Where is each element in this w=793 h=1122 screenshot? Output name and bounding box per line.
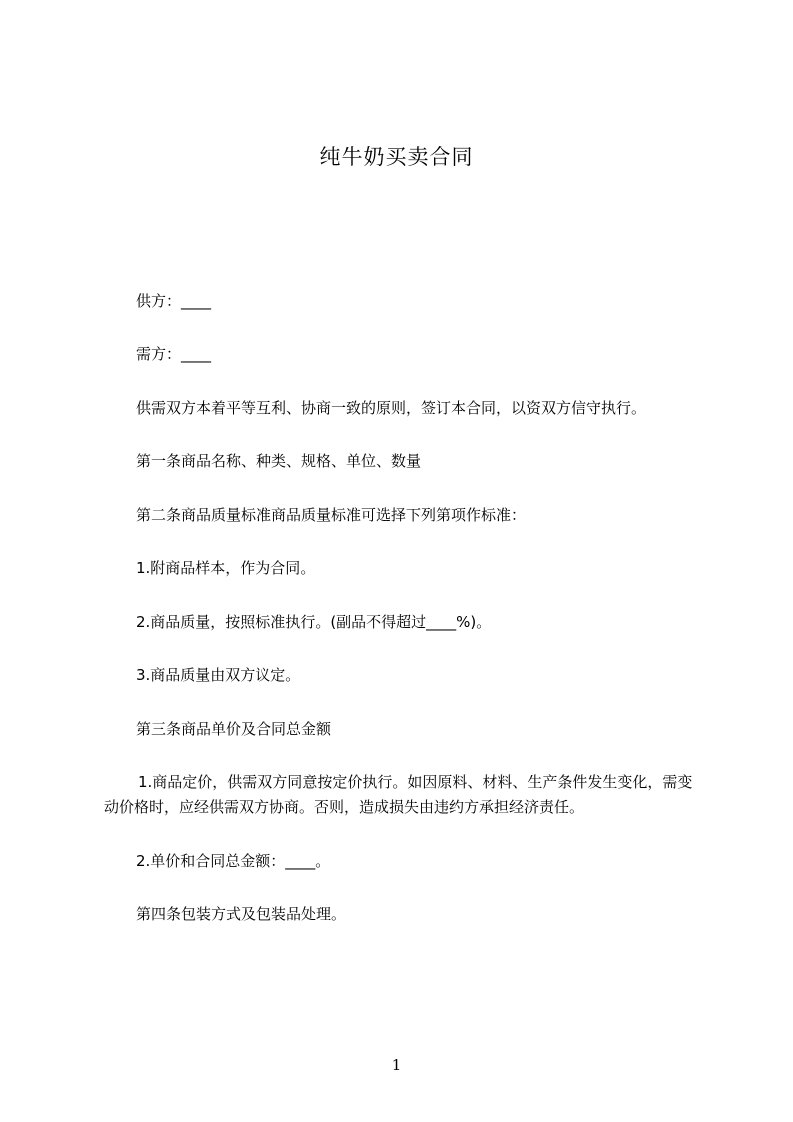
article-2-item-2: 2.商品质量，按照标准执行。(副品不得超过____%)。: [136, 613, 492, 631]
article-4-heading: 第四条包装方式及包装品处理。: [136, 905, 347, 923]
article-2-item-3: 3.商品质量由双方议定。: [136, 666, 301, 684]
article-3-heading: 第三条商品单价及合同总金额: [136, 720, 332, 738]
page-title: 纯牛奶买卖合同: [319, 145, 474, 169]
article-1-heading: 第一条商品名称、种类、规格、单位、数量: [136, 452, 422, 470]
article-2-item-1: 1.附商品样本，作为合同。: [136, 559, 316, 577]
article-2-heading: 第二条商品质量标准商品质量标准可选择下列第项作标准：: [136, 506, 527, 524]
article-3-item-2: 2.单价和合同总金额：____。: [136, 852, 331, 870]
supplier-line: 供方：____: [136, 292, 212, 310]
buyer-line: 需方：____: [136, 345, 212, 363]
preamble-paragraph: 供需双方本着平等互利、协商一致的原则，签订本合同，以资双方信守执行。: [136, 399, 647, 417]
page-number: 1: [391, 1056, 402, 1074]
article-3-item-1: 1.商品定价，供需双方同意按定价执行。如因原料、材料、生产条件发生变化，需变动价格时，应经供需双方协商。否则，造成损失由违约方承担经济责任。: [104, 773, 693, 816]
